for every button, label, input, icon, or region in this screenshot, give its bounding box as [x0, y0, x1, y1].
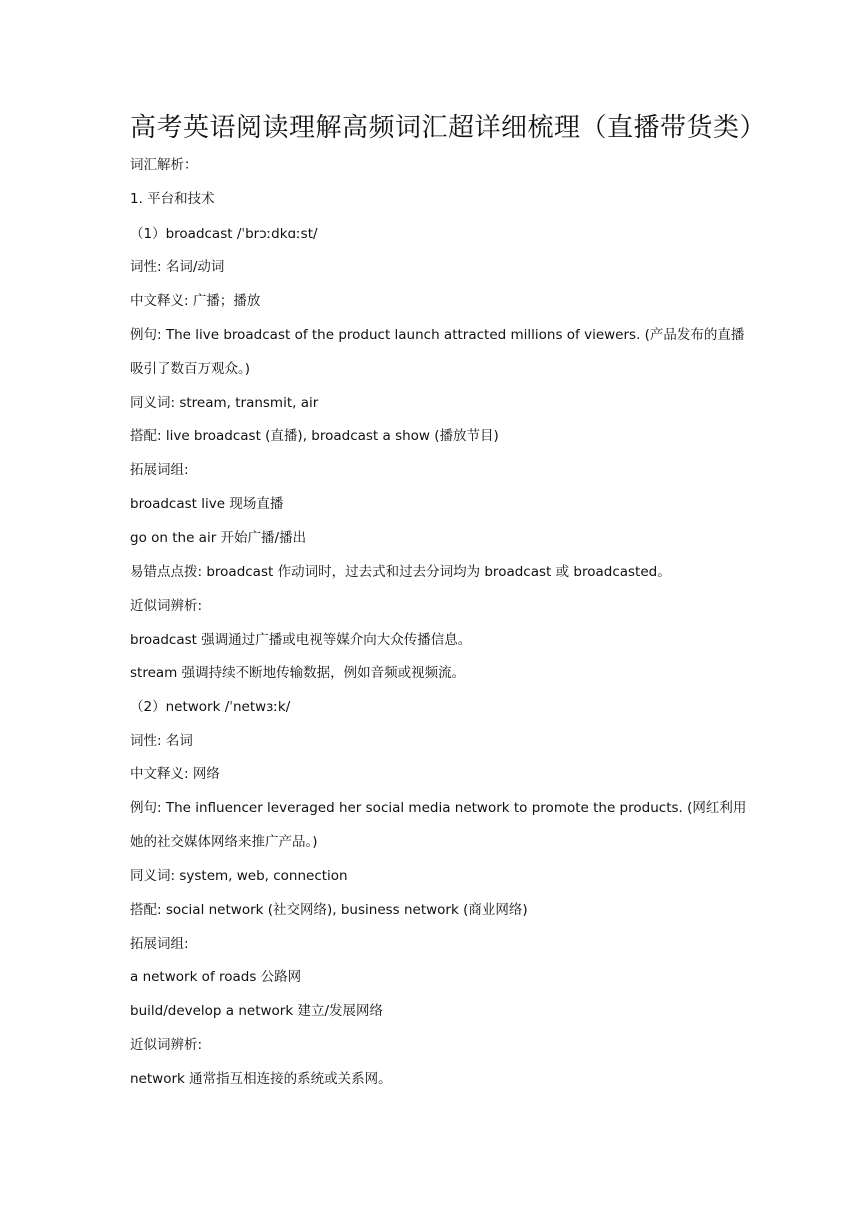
- synonyms: 同义词: system, web, connection: [130, 868, 348, 884]
- comparison-item: network 通常指互相连接的系统或关系网。: [130, 1071, 392, 1087]
- comparison-item: stream 强调持续不断地传输数据，例如音频或视频流。: [130, 665, 466, 681]
- part-of-speech: 词性: 名词/动词: [130, 259, 225, 275]
- phrases-label: 拓展词组:: [130, 936, 189, 952]
- phrase-item: build/develop a network 建立/发展网络: [130, 1003, 384, 1019]
- common-mistake-tip: 易错点点拨: broadcast 作动词时，过去式和过去分词均为 broadcast 或 broadcasted。: [130, 564, 671, 580]
- synonyms: 同义词: stream, transmit, air: [130, 395, 319, 411]
- comparison-label: 近似词辨析:: [130, 1037, 203, 1053]
- comparison-item: broadcast 强调通过广播或电视等媒介向大众传播信息。: [130, 632, 472, 648]
- collocations: 搭配: social network (社交网络), business network (商业网络): [130, 902, 528, 918]
- section-label: 词汇解析：: [130, 157, 198, 173]
- phrases-label: 拓展词组:: [130, 462, 189, 478]
- example-sentence: 例句: The influencer leveraged her social media network to promote the products. (网红利用她的社交媒体网络来推广产品。): [130, 800, 747, 850]
- collocations: 搭配: live broadcast (直播), broadcast a show (播放节目): [130, 428, 499, 444]
- word-heading-broadcast: （1）broadcast /ˈbrɔːdkɑːst/: [130, 226, 318, 242]
- phrase-item: a network of roads 公路网: [130, 969, 302, 985]
- phrase-item: broadcast live 现场直播: [130, 496, 284, 512]
- document-title: 高考英语阅读理解高频词汇超详细梳理（直播带货类）: [130, 113, 767, 143]
- phrase-item: go on the air 开始广播/播出: [130, 530, 307, 546]
- part-of-speech: 词性: 名词: [130, 733, 193, 749]
- comparison-label: 近似词辨析:: [130, 598, 203, 614]
- chinese-meaning: 中文释义: 广播；播放: [130, 293, 261, 309]
- word-heading-network: （2）network /ˈnetwɜːk/: [130, 699, 291, 715]
- chinese-meaning: 中文释义: 网络: [130, 766, 220, 782]
- example-sentence: 例句: The live broadcast of the product launch attracted millions of viewers. (产品发布的直播吸引了数百万观众。): [130, 327, 745, 377]
- category-heading: 1. 平台和技术: [130, 191, 215, 207]
